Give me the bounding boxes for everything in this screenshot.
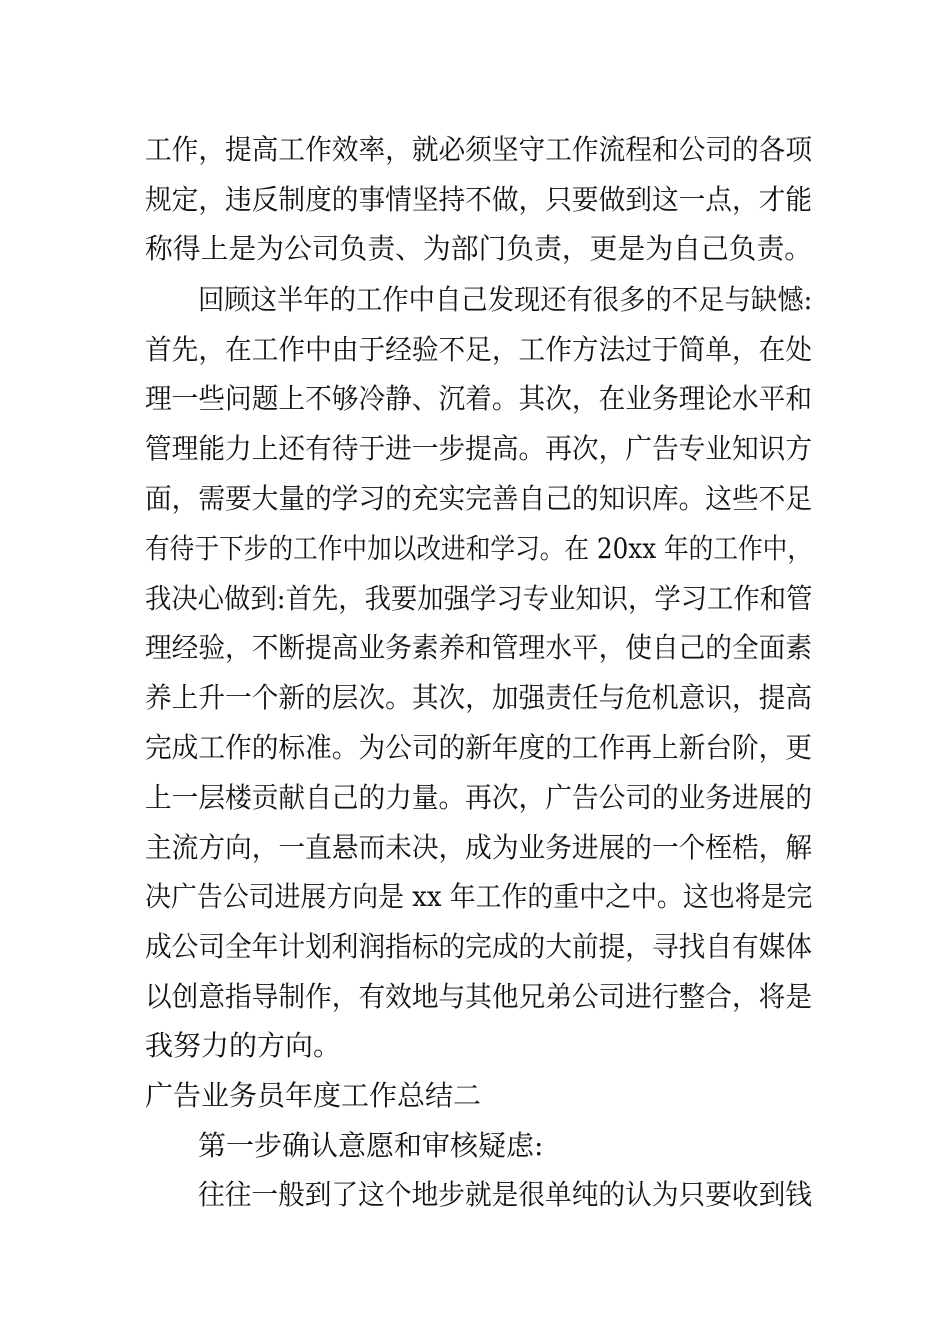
section-heading: 广告业务员年度工作总结二 xyxy=(145,1079,482,1112)
text-line: 理经验，不断提高业务素养和管理水平，使自己的全面素 xyxy=(145,631,813,664)
text-line: 成公司全年计划利润指标的完成的大前提，寻找自有媒体 xyxy=(145,930,813,963)
text-line: 我努力的方向。 xyxy=(145,1029,342,1062)
text-line: 上一层楼贡献自己的力量。再次，广告公司的业务进展的 xyxy=(145,781,813,814)
text-line: 以创意指导制作，有效地与其他兄弟公司进行整合，将是 xyxy=(145,980,813,1013)
text-line: 称得上是为公司负责、为部门负责，更是为自己负责。 xyxy=(145,232,813,265)
text-line: 理一些问题上不够冷静、沉着。其次，在业务理论水平和 xyxy=(145,382,813,415)
text-line: 面，需要大量的学习的充实完善自己的知识库。这些不足 xyxy=(145,482,813,515)
text-line: 规定，违反制度的事情坚持不做，只要做到这一点，才能 xyxy=(145,183,813,216)
text-line: 我决心做到:首先，我要加强学习专业知识，学习工作和管 xyxy=(145,582,813,615)
text-line: 工作，提高工作效率，就必须坚守工作流程和公司的各项 xyxy=(145,133,813,166)
text-line: 完成工作的标准。为公司的新年度的工作再上新台阶，更 xyxy=(145,731,813,764)
text-line: 主流方向，一直悬而未决，成为业务进展的一个桎梏，解 xyxy=(145,831,813,864)
text-line: 决广告公司进展方向是 xx 年工作的重中之中。这也将是完 xyxy=(145,880,813,913)
paragraph-start-line: 回顾这半年的工作中自己发现还有很多的不足与缺憾: xyxy=(198,283,813,316)
text-line: 养上升一个新的层次。其次，加强责任与危机意识，提高 xyxy=(145,681,813,714)
text-line: 有待于下步的工作中加以改进和学习。在 20xx 年的工作中， xyxy=(145,532,813,565)
step-heading: 第一步确认意愿和审核疑虑: xyxy=(198,1129,544,1162)
text-line: 首先，在工作中由于经验不足，工作方法过于简单，在处 xyxy=(145,333,813,366)
paragraph-start-line: 往往一般到了这个地步就是很单纯的认为只要收到钱 xyxy=(198,1178,813,1211)
text-line: 管理能力上还有待于进一步提高。再次，广告专业知识方 xyxy=(145,432,813,465)
